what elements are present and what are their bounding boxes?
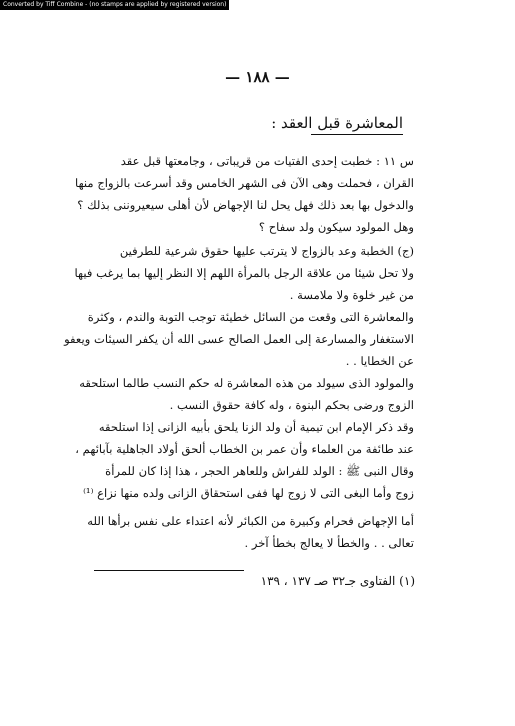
answer-paragraph-1	[74, 240, 414, 306]
footnote: (١) الفتاوى جـ٣٢ صـ ١٣٧ ، ١٣٩	[260, 574, 415, 588]
answer-paragraph-3	[79, 372, 414, 416]
text-line: ولا تحل شيئا من علاقة الرجل بالمرأة اللهم إلا النظر إليها بما يرغب فيها	[74, 266, 414, 280]
heading-underline	[311, 134, 403, 135]
answer-paragraph-5	[87, 510, 414, 554]
text-line: وقال النبى ﷺ : الولد للفراش وللعاهر الحجر ، هذا إذا كان للمرأة	[105, 464, 414, 478]
text-line: القران ، فحملت وهى الآن فى الشهر الخامس وقد أسرعت بالزواج منها	[75, 176, 414, 190]
conversion-banner: Converted by Tiff Combine - (no stamps are applied by registered version)	[0, 0, 229, 10]
answer-paragraph-4	[75, 416, 414, 504]
text-line: وهل المولود سيكون ولد سفاح ؟	[258, 220, 414, 234]
text-line: والمعاشرة التى وقعت من السائل خطيئة توجب التوبة والندم ، وكثرة	[87, 310, 414, 324]
section-heading: المعاشرة قبل العقد :	[271, 114, 403, 132]
text-line: أما الإجهاض فحرام وكبيرة من الكبائر لأنه اعتداء على نفس برأها الله	[87, 514, 414, 528]
text-line: وقد ذكر الإمام ابن تيمية أن ولد الزنا يلحق بأبيه الزانى إذا استلحقه	[98, 420, 414, 434]
text-line: عن الخطايا . .	[345, 354, 414, 368]
answer-paragraph-2	[64, 306, 414, 372]
text-line: والدخول بها بعد ذلك فهل يحل لنا الإجهاض لأن أهلى سيعيروننى بذلك ؟	[77, 198, 414, 212]
text-line: عند طائفة من العلماء وأن عمر بن الخطاب ألحق أولاد الجاهلية بآبائهم ،	[75, 442, 414, 456]
footnote-divider	[94, 570, 244, 571]
text-line: الزوج ورضى بحكم البنوة ، وله كافة حقوق النسب .	[169, 398, 414, 412]
text-line: (ج) الخطبة وعد بالزواج لا يترتب عليها حقوق شرعية للطرفين	[119, 244, 414, 258]
text-line: الاستغفار والمسارعة إلى العمل الصالح عسى الله أن يكفر السيئات ويعفو	[64, 332, 414, 346]
text-line: زوج وأما البغى التى لا زوج لها ففى استحقاق الزانى ولده منها نزاع ⁽¹⁾	[83, 486, 414, 500]
text-line: والمولود الذى سيولد من هذه المعاشرة له حكم النسب طالما استلحقه	[79, 376, 414, 390]
text-line: س ١١ : خطبت إحدى الفتيات من قريباتى ، وجامعتها قبل عقد	[120, 154, 414, 168]
text-line: تعالى . . والخطأ لا يعالج بخطأ آخر .	[244, 536, 414, 550]
page-number: — ١٨٨ —	[225, 68, 290, 86]
question-paragraph	[75, 150, 414, 238]
text-line: من غير خلوة ولا ملامسة .	[289, 288, 414, 302]
